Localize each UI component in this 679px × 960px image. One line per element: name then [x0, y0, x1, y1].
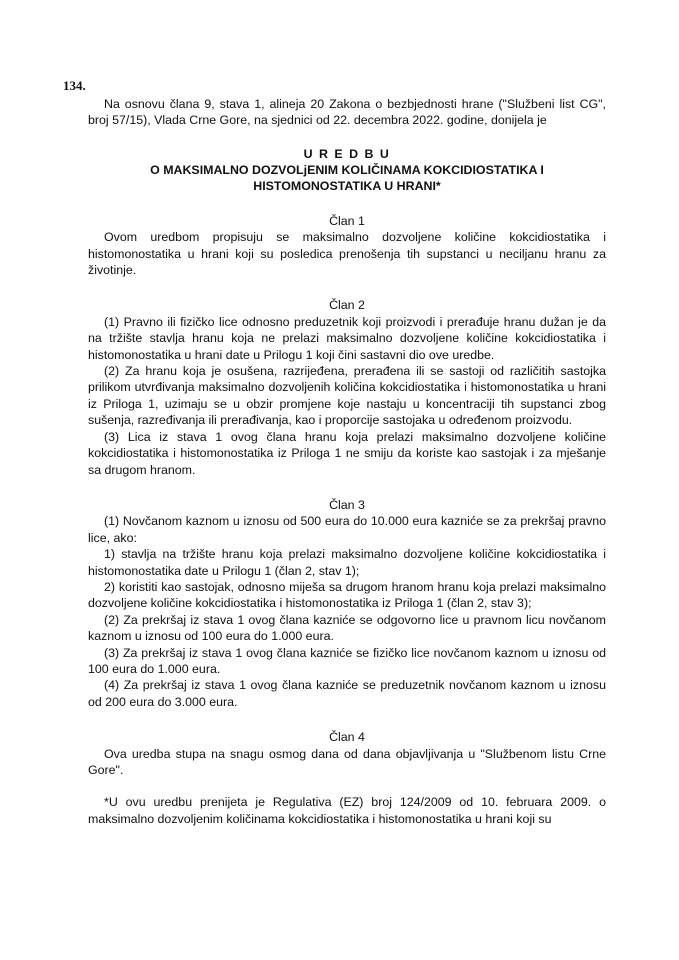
article-2-paragraph: (2) Za hranu koja je osušena, razrijeđena, prerađena ili se sastoji od različitih sastojka prilikom utvrđivanja maksimalno dozvoljenih količina kokcidiostatika i histomonostatika u hrani iz Priloga 1, uzimaju se u obzir promjene koje nastaju u koncentraciji tih supstanci zbog sušenja, razređivanja ili prerađivanja, kao i proporcije sastojaka u određenom proizvodu.: [88, 364, 606, 428]
article-3-paragraph: (2) Za prekršaj iz stava 1 ovog člana kazniće se odgovorno lice u pravnom licu novčanom kaznom u iznosu od 100 eura do 1.000 eura.: [88, 612, 606, 644]
article-3-paragraph: (4) Za prekršaj iz stava 1 ovog člana kazniće se preduzetnik novčanom kaznom u iznosu od 200 eura do 3.000 eura.: [88, 678, 606, 709]
article-3-item: 1) stavlja na tržište hranu koja prelazi maksimalno dozvoljene količine kokcidiostatika i histomonostatika date u Prilogu 1 (član 2, stav 1);: [88, 547, 606, 578]
decree-title: U R E D B U: [303, 146, 391, 161]
decree-subtitle-line2: HISTOMONOSTATIKA U HRANI*: [253, 178, 441, 193]
article-4-paragraph: Ova uredba stupa na snagu osmog dana od dana objavljivanja u "Službenom listu Crne Gore".: [88, 746, 606, 777]
article-1-paragraph: Ovom uredbom propisuju se maksimalno dozvoljene količine kokcidiostatika i histomonostatika u hrani koji su posledica prenošenja tih supstanci u neciljanu hranu za životinje.: [88, 230, 606, 278]
decree-subtitle-line1: O MAKSIMALNO DOZVOLjENIM KOLIČINAMA KOKCIDIOSTATIKA I: [150, 162, 544, 177]
article-2-paragraph: (1) Pravno ili fizičko lice odnosno preduzetnik koji proizvodi i prerađuje hranu dužan je da na tržište stavlja hranu koja ne prelazi maksimalno dozvoljene količine kokcidiostatika i histomonostatika u hrani date u Prilogu 1 koji čini sastavni dio ove uredbe.: [88, 314, 606, 362]
document-number: 134.: [63, 78, 86, 93]
article-4-heading: Član 4: [329, 730, 365, 745]
article-3-paragraph: (3) Za prekršaj iz stava 1 ovog člana kazniće se fizičko lice novčanom kaznom u iznosu od 100 eura do 1.000 eura.: [88, 645, 606, 676]
article-3-paragraph: (1) Novčanom kaznom u iznosu od 500 eura do 10.000 eura kazniće se za prekršaj pravno lice, ako:: [88, 514, 606, 545]
article-3-item: 2) koristiti kao sastojak, odnosno miješa sa drugom hranom hranu koja prelazi maksimalno dozvoljene količine kokcidiostatika i histomonostatika iz Priloga 1 (član 2, stav 3);: [88, 579, 606, 611]
article-3-heading: Član 3: [329, 497, 365, 512]
document-body: [88, 96, 606, 827]
article-1-heading: Član 1: [329, 213, 365, 228]
article-2-paragraph: (3) Lica iz stava 1 ovog člana hranu koja prelazi maksimalno dozvoljene količine kokcidiostatika i histomonostatika iz Priloga 1 ne smiju da koriste kao sastojak i za mješanje sa drugom hranom.: [88, 429, 606, 477]
article-2-heading: Član 2: [329, 298, 365, 313]
footnote: *U ovu uredbu prenijeta je Regulativa (EZ) broj 124/2009 od 10. februara 2009. o maksimalno dozvoljenim količinama kokcidiostatika i histomonostatika u hrani koji su: [88, 795, 606, 826]
intro-paragraph: Na osnovu člana 9, stava 1, alineja 20 Zakona o bezbjednosti hrane ("Službeni list CG", broj 57/15), Vlada Crne Gore, na sjednici od 22. decembra 2022. godine, donijela je: [88, 97, 606, 128]
